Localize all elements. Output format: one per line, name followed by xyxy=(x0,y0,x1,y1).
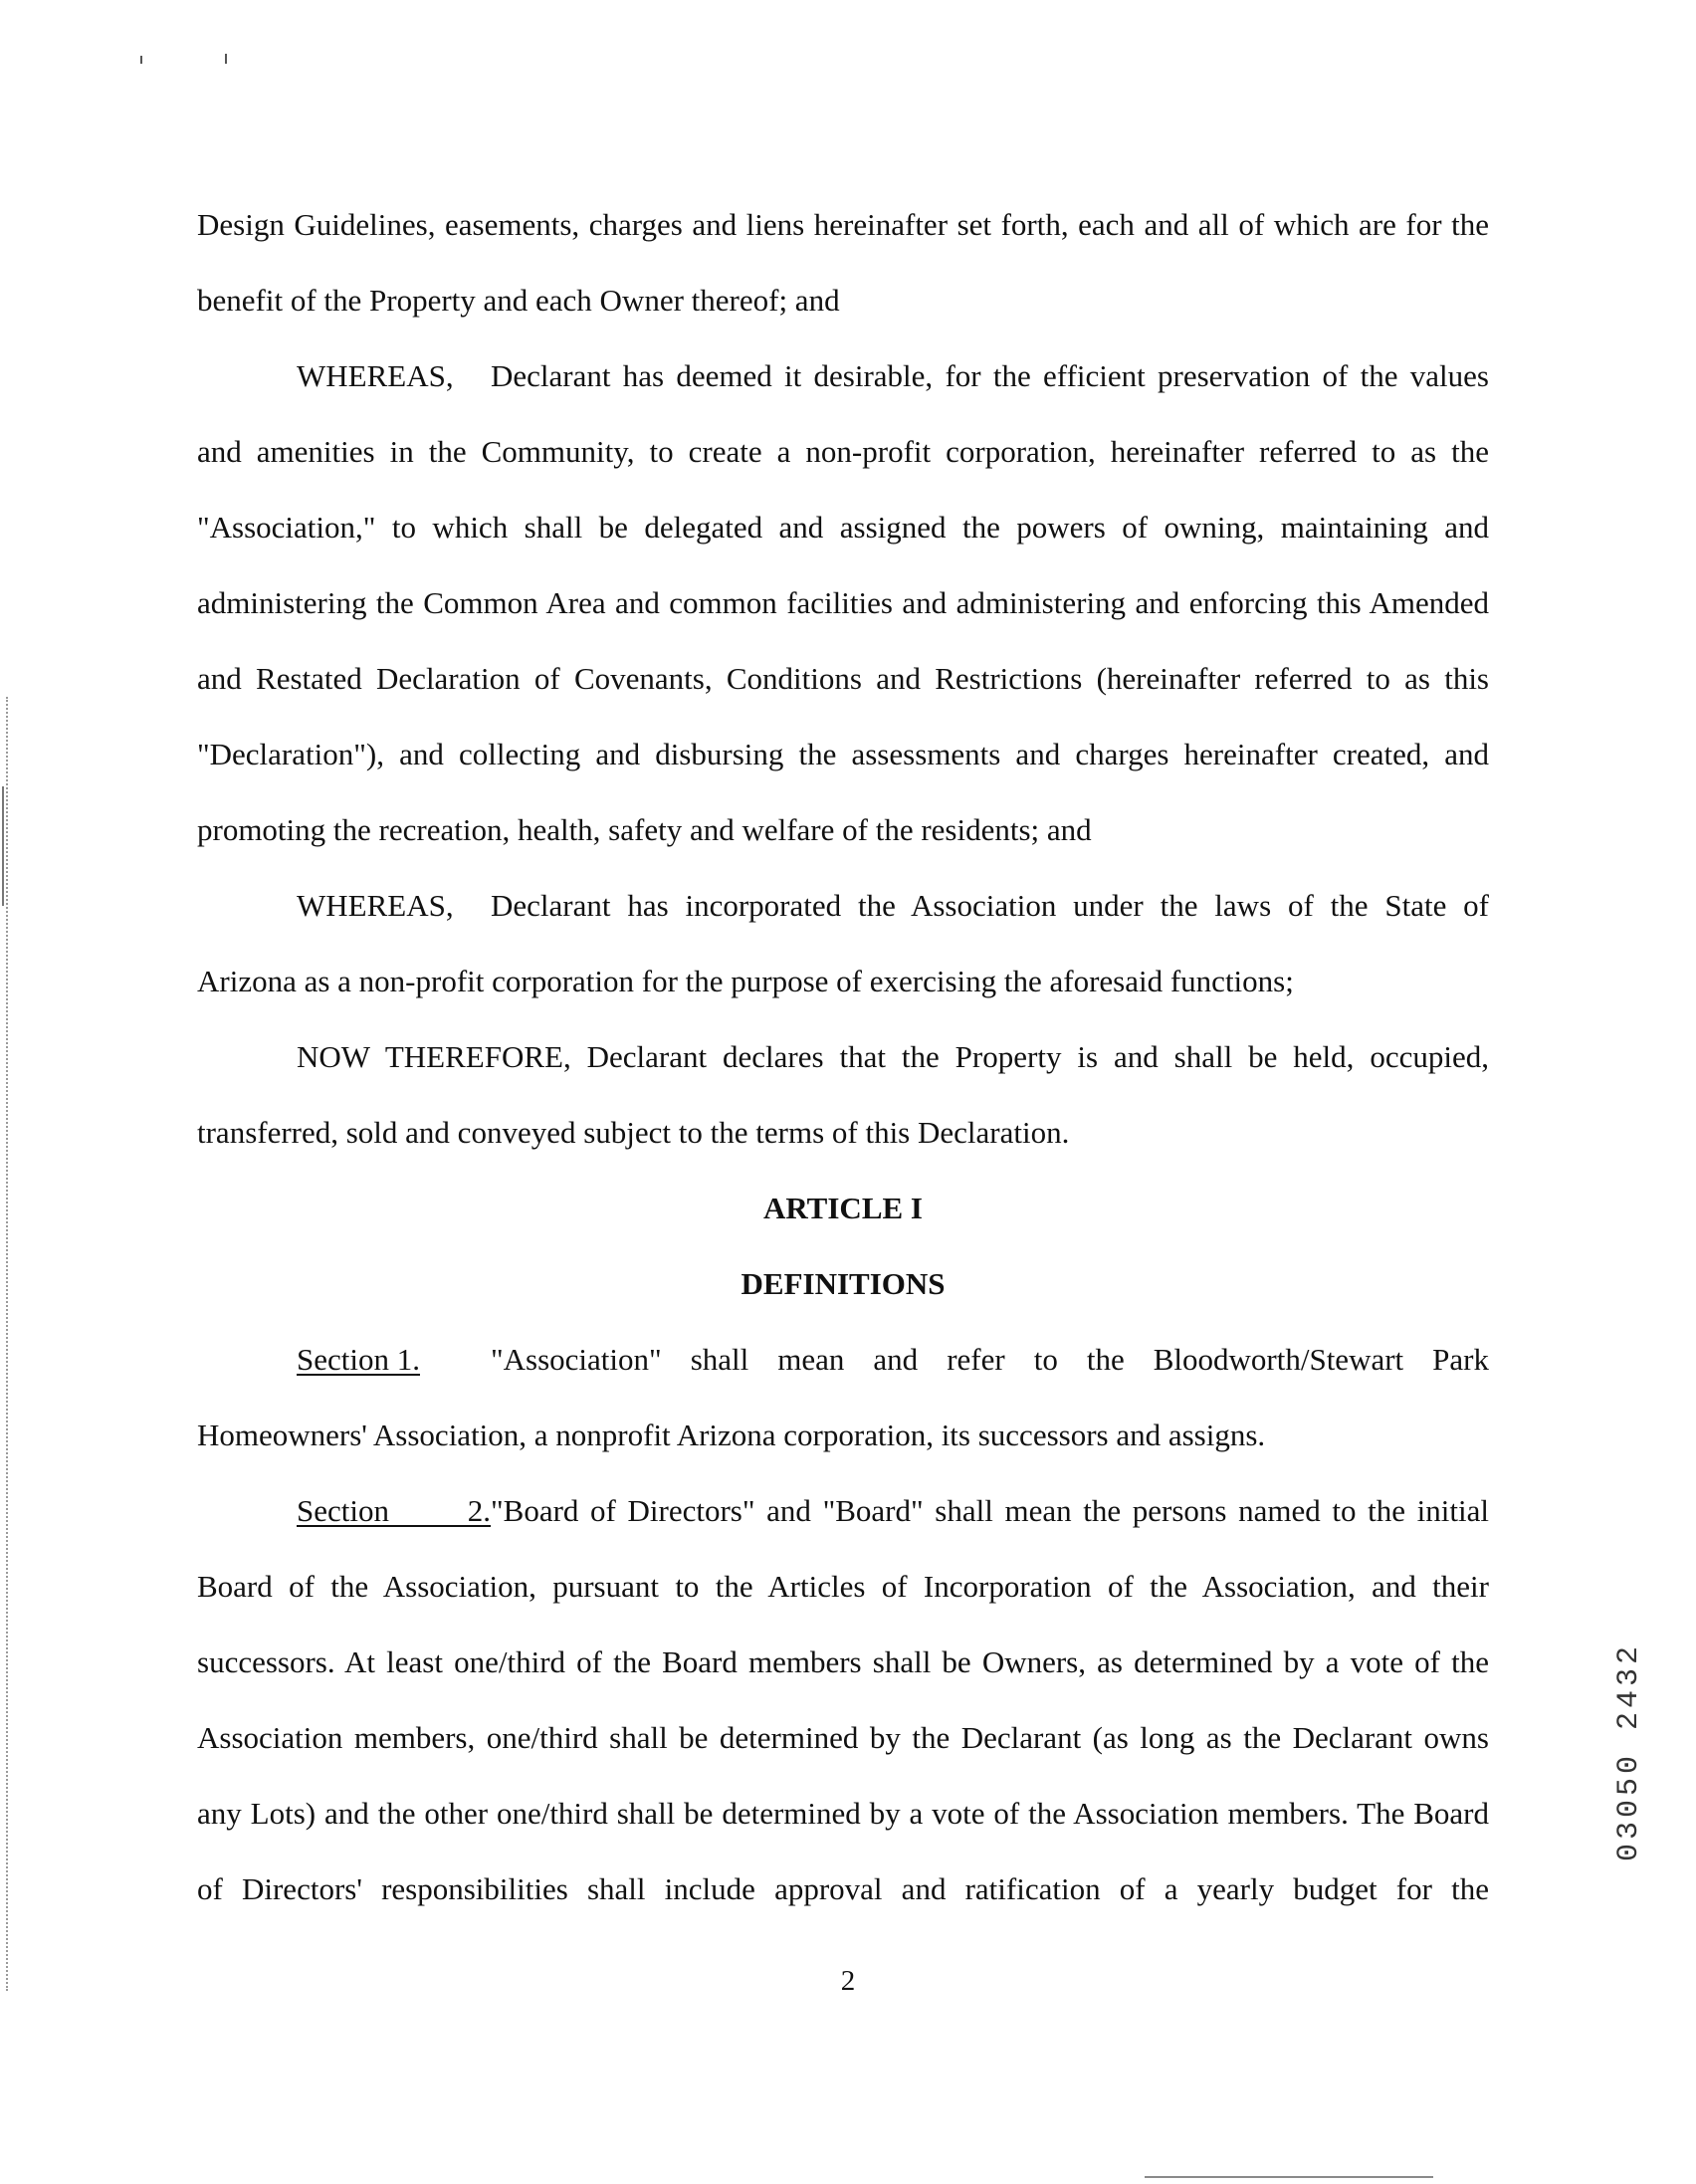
scan-edge-dots xyxy=(6,697,10,1991)
section-text: "Board of Directors" and "Board" shall mean the persons named to the initial Board of the Association, pursuant to the Articles of Incorporation of the Association, and their successors. At least one/third of the Board members shall be Owners, as determined by a vote of the Association members, one/third shall be determined by the Declarant (as long as the Declarant owns any Lots) and the other one/third shall be determined by a vote of the Association members. The Board of Directors' responsibilities shall include approval and ratification of a yearly budget for the xyxy=(197,1493,1489,1906)
article-number: ARTICLE I xyxy=(763,1191,923,1225)
page-number: 2 xyxy=(840,1965,856,1997)
whereas-paragraph-2 xyxy=(197,868,1489,1019)
scan-mark xyxy=(225,54,227,64)
whereas-text: Declarant has deemed it desirable, for the efficient preservation of the values and amenities in the Community, to create a non-profit corporation, hereinafter referred to as the "Association," to which shall be delegated and assigned the powers of owning, maintaining and administering the Common Area and common facilities and administering and enforcing this Amended and Restated Declaration of Covenants, Conditions and Restrictions (hereinafter referred to as this "Declaration"), and collecting and disbursing the assessments and charges hereinafter created, and promoting the recreation, health, safety and welfare of the residents; and xyxy=(197,358,1489,847)
whereas-paragraph-1 xyxy=(197,338,1489,868)
scan-mark xyxy=(2,786,4,906)
whereas-text: Declarant has incorporated the Association under the laws of the State of Arizona as a non-profit corporation for the purpose of exercising the aforesaid functions; xyxy=(197,888,1489,998)
article-title: DEFINITIONS xyxy=(741,1266,946,1301)
section-2-paragraph xyxy=(197,1473,1489,1927)
scan-mark xyxy=(140,56,142,64)
section-label: Section 2. xyxy=(297,1493,491,1528)
section-1-paragraph xyxy=(197,1322,1489,1473)
document-body xyxy=(197,187,1489,1927)
scan-bottom-line xyxy=(1145,2176,1433,2178)
now-therefore-paragraph: NOW THEREFORE, Declarant declares that the Property is and shall be held, occupied, transferred, sold and conveyed subject to the terms of this Declaration. xyxy=(197,1039,1489,1150)
whereas-label: WHEREAS, xyxy=(297,888,454,923)
whereas-label: WHEREAS, xyxy=(297,358,454,393)
paragraph-continuation: Design Guidelines, easements, charges and liens hereinafter set forth, each and all of which are for the benefit of the Property and each Owner thereof; and xyxy=(197,207,1489,318)
recording-number: 03050 2432 xyxy=(1612,1641,1646,1861)
section-text: "Association" shall mean and refer to the Bloodworth/Stewart Park Homeowners' Association, a nonprofit Arizona corporation, its successors and assigns. xyxy=(197,1342,1489,1452)
section-label: Section 1. xyxy=(297,1342,420,1377)
